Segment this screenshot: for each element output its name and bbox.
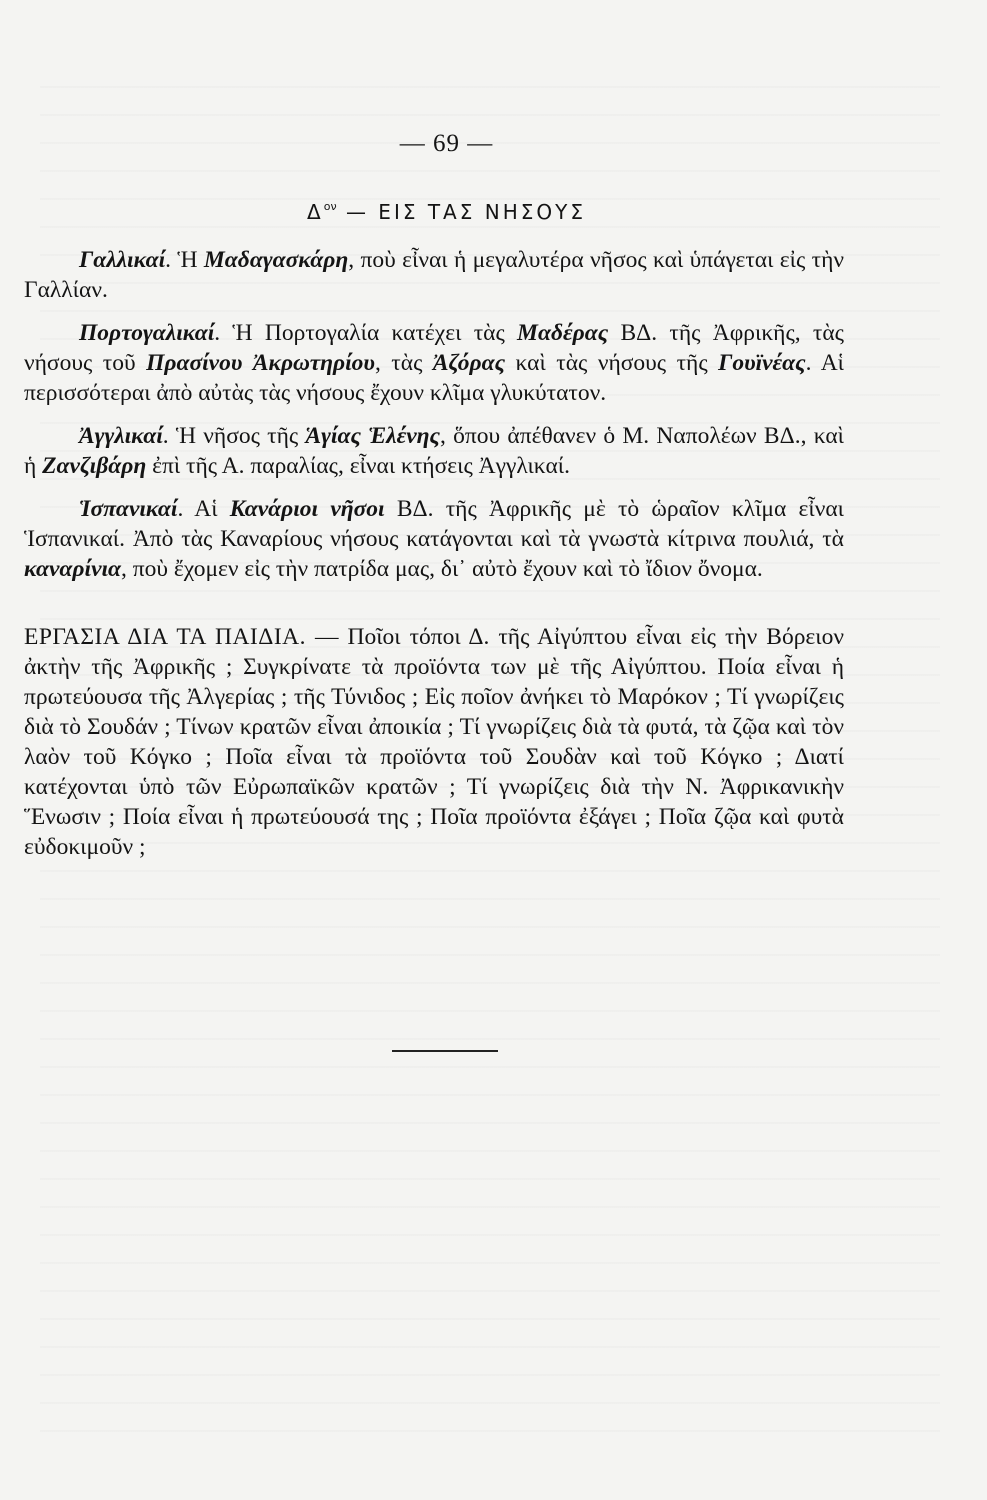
text: καὶ τὰς νήσους τῆς bbox=[505, 350, 719, 376]
term-canaries: καναρίνια bbox=[24, 556, 122, 582]
paragraph-portuguese-islands bbox=[24, 318, 844, 408]
term-portogalikai: Πορτογαλικαί bbox=[79, 320, 215, 346]
text: , ποὺ ἔχομεν εἰς τὴν πατρίδα μας, δι᾽ αὐτὸ ἔχουν καὶ τὸ ἴδιον ὄνομα. bbox=[121, 556, 763, 582]
term-gallikai: Γαλλικαί bbox=[79, 247, 166, 273]
term-ispanikai: Ἱσπανικαί bbox=[79, 496, 178, 522]
text: ΒΔ. τῆς Ἀφρικῆς, τὰς νήσους τοῦ bbox=[24, 320, 844, 376]
text: ΒΔ. τῆς Ἀφρικῆς μὲ τὸ ὡραῖον κλῖμα εἶναι Ἱσπανικαί. Ἀπὸ τὰς Καναρίους νήσους κατάγονται καὶ τὰ γνωστὰ κίτρινα πουλιά, τὰ bbox=[24, 496, 844, 552]
text: , τὰς bbox=[374, 350, 433, 376]
body-text bbox=[24, 245, 844, 875]
text: , ποὺ εἶναι ἡ μεγαλυτέρα νῆσος καὶ ὑπάγεται εἰς τὴν Γαλλίαν. bbox=[24, 247, 844, 303]
heading-text: — ΕΙΣ ΤΑΣ ΝΗΣΟΥΣ bbox=[336, 200, 586, 224]
term-madeira: Μαδέρας bbox=[517, 320, 609, 346]
section-divider bbox=[392, 1050, 498, 1052]
heading-prefix: Δ bbox=[307, 200, 324, 224]
text: . Ἡ νῆσος τῆς bbox=[162, 423, 306, 449]
term-canary-islands: Κανάριοι νῆσοι bbox=[229, 496, 385, 522]
term-madagascar: Μαδαγασκάρη bbox=[203, 247, 349, 273]
text: . Αἱ bbox=[177, 496, 230, 522]
text: ἐπὶ τῆς Α. παραλίας, εἶναι κτήσεις Ἀγγλικαί. bbox=[146, 453, 570, 479]
text: . Ἡ Πορτογαλία κατέχει τὰς bbox=[214, 320, 518, 346]
heading-superscript: ον bbox=[323, 200, 337, 213]
term-azores: Ἀζόρας bbox=[432, 350, 506, 376]
paragraph-french-islands bbox=[24, 245, 844, 305]
paragraph-english-islands bbox=[24, 421, 844, 481]
text: , ὅπου ἀπέθανεν ὁ Μ. Ναπολέων ΒΔ., καὶ ἡ bbox=[24, 423, 844, 479]
term-saint-helena: Ἁγίας Ἑλένης bbox=[305, 423, 441, 449]
paragraph-exercise bbox=[24, 622, 844, 862]
text: . Ἡ bbox=[165, 247, 204, 273]
text: . Αἱ περισσότεραι ἀπὸ αὐτὰς τὰς νήσους ἔχουν κλῖμα γλυκύτατον. bbox=[24, 350, 845, 406]
term-cape-verde: Πρασίνου Ἀκρωτηρίου bbox=[146, 350, 375, 376]
exercise-heading: ΕΡΓΑΣΙΑ ΔΙΑ ΤΑ ΠΑΙΔΙΑ. bbox=[24, 624, 307, 650]
term-guinea: Γουϊνέας bbox=[718, 350, 806, 376]
term-anglikai: Ἀγγλικαί bbox=[79, 423, 163, 449]
exercise-questions: — Ποῖοι τόποι Δ. τῆς Αἰγύπτου εἶναι εἰς τὴν Βόρειον ἀκτὴν τῆς Ἀφρικῆς ; Συγκρίνατε τὰ προϊόντα των μὲ τῆς Αἰγύπτου. Ποία εἶναι ἡ πρωτεύουσα τῆς Ἀλγερίας ; τῆς Τύνιδος ; Εἰς ποῖον ἀνήκει τὸ Μαρόκον ; Τί γνωρίζεις διὰ τὸ Σουδάν ; Τίνων κρατῶν εἶναι ἀποικία ; Τί γνωρίζεις διὰ τὰ φυτά, τὰ ζῷα καὶ τὸν λαὸν τοῦ Κόγκο ; Ποῖα εἶναι τὰ προϊόντα τοῦ Σουδὰν καὶ τοῦ Κόγκο ; Διατί κατέχονται ὑπὸ τῶν Εὐρωπαϊκῶν κρατῶν ; Τί γνωρίζεις διὰ τὴν Ν. Ἀφρικανικὴν Ἕνωσιν ; Ποία εἶναι ἡ πρωτεύουσά της ; Ποῖα προϊόντα ἐξάγει ; Ποῖα ζῷα καὶ φυτὰ εὐδοκιμοῦν ; bbox=[24, 624, 844, 860]
page-number: — 69 — bbox=[399, 130, 494, 157]
section-heading bbox=[0, 200, 893, 224]
term-zanzibar: Ζανζιβάρη bbox=[42, 453, 147, 479]
paragraph-spanish-islands bbox=[24, 494, 844, 584]
